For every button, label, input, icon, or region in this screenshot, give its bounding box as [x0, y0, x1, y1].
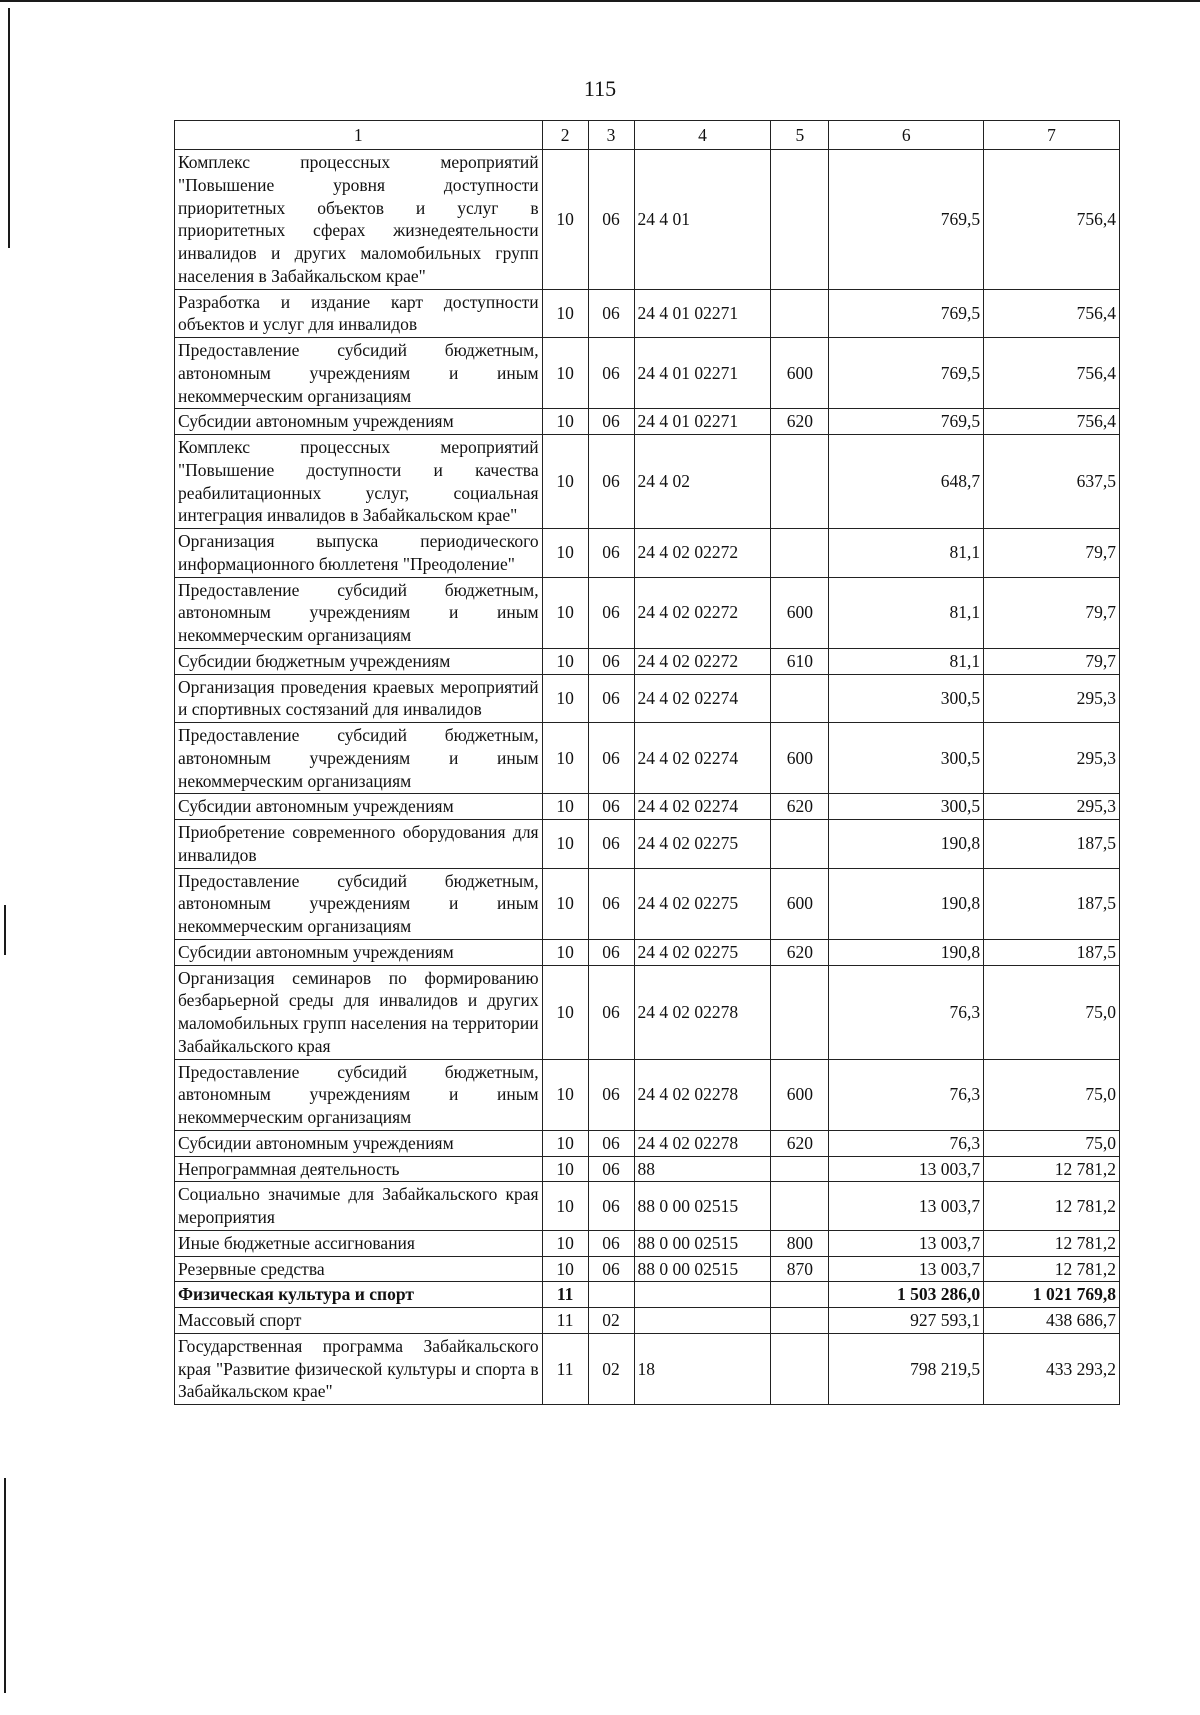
table-row [175, 868, 1120, 939]
row-amount-col6-cell: 300,5 [829, 723, 984, 794]
row-amount-col7-cell: 295,3 [984, 674, 1120, 723]
col-header-7: 7 [984, 121, 1120, 150]
row-amount-col7-cell: 756,4 [984, 409, 1120, 435]
row-target-article-cell: 24 4 02 [634, 435, 771, 529]
row-expense-type-cell [771, 529, 829, 578]
row-amount-col6-cell: 769,5 [829, 289, 984, 338]
row-section-cell: 10 [542, 1230, 588, 1256]
row-subsection-cell: 06 [588, 965, 634, 1059]
row-subsection-cell: 06 [588, 794, 634, 820]
table-row [175, 529, 1120, 578]
row-amount-col6-cell: 300,5 [829, 674, 984, 723]
table-row [175, 1156, 1120, 1182]
row-name-cell: Предоставление субсидий бюджетным, автономным учреждениям и иным некоммерческим организациям [175, 338, 543, 409]
row-subsection-cell: 06 [588, 409, 634, 435]
row-target-article-cell: 24 4 02 02274 [634, 674, 771, 723]
row-section-cell: 10 [542, 577, 588, 648]
row-amount-col7-cell: 79,7 [984, 648, 1120, 674]
row-expense-type-cell [771, 1333, 829, 1404]
row-subsection-cell: 06 [588, 1059, 634, 1130]
row-subsection-cell: 02 [588, 1308, 634, 1334]
scan-edge-top [0, 0, 1200, 2]
row-expense-type-cell: 600 [771, 577, 829, 648]
row-amount-col6-cell: 798 219,5 [829, 1333, 984, 1404]
row-amount-col7-cell: 295,3 [984, 723, 1120, 794]
row-expense-type-cell: 620 [771, 939, 829, 965]
scan-edge-left-middle [4, 905, 6, 955]
row-amount-col6-cell: 81,1 [829, 577, 984, 648]
row-name-cell: Разработка и издание карт доступности объектов и услуг для инвалидов [175, 289, 543, 338]
row-subsection-cell: 06 [588, 1130, 634, 1156]
row-section-cell: 10 [542, 1156, 588, 1182]
row-target-article-cell: 24 4 02 02278 [634, 1130, 771, 1156]
row-amount-col7-cell: 637,5 [984, 435, 1120, 529]
row-name-cell: Предоставление субсидий бюджетным, автономным учреждениям и иным некоммерческим организациям [175, 868, 543, 939]
row-expense-type-cell: 600 [771, 723, 829, 794]
row-target-article-cell: 88 0 00 02515 [634, 1256, 771, 1282]
row-name-cell: Приобретение современного оборудования для инвалидов [175, 820, 543, 869]
table-row [175, 965, 1120, 1059]
row-amount-col6-cell: 769,5 [829, 409, 984, 435]
row-section-cell: 10 [542, 1256, 588, 1282]
row-amount-col6-cell: 81,1 [829, 529, 984, 578]
row-amount-col7-cell: 756,4 [984, 338, 1120, 409]
table-row [175, 1230, 1120, 1256]
row-expense-type-cell: 620 [771, 409, 829, 435]
row-amount-col7-cell: 12 781,2 [984, 1256, 1120, 1282]
row-expense-type-cell: 600 [771, 1059, 829, 1130]
row-amount-col6-cell: 76,3 [829, 965, 984, 1059]
row-name-cell: Субсидии автономным учреждениям [175, 1130, 543, 1156]
row-section-cell: 11 [542, 1308, 588, 1334]
row-section-cell: 10 [542, 529, 588, 578]
row-subsection-cell: 06 [588, 723, 634, 794]
row-expense-type-cell [771, 1308, 829, 1334]
row-subsection-cell: 06 [588, 939, 634, 965]
row-subsection-cell: 06 [588, 648, 634, 674]
table-row [175, 939, 1120, 965]
table-row [175, 648, 1120, 674]
table-row [175, 820, 1120, 869]
row-amount-col7-cell: 75,0 [984, 965, 1120, 1059]
row-amount-col7-cell: 433 293,2 [984, 1333, 1120, 1404]
row-subsection-cell: 06 [588, 577, 634, 648]
row-section-cell: 10 [542, 648, 588, 674]
row-amount-col7-cell: 187,5 [984, 820, 1120, 869]
row-section-cell: 10 [542, 674, 588, 723]
col-header-1: 1 [175, 121, 543, 150]
row-target-article-cell: 88 [634, 1156, 771, 1182]
row-amount-col7-cell: 295,3 [984, 794, 1120, 820]
row-amount-col7-cell: 438 686,7 [984, 1308, 1120, 1334]
row-name-cell: Предоставление субсидий бюджетным, автономным учреждениям и иным некоммерческим организациям [175, 577, 543, 648]
row-subsection-cell: 06 [588, 150, 634, 290]
row-section-cell: 10 [542, 965, 588, 1059]
row-amount-col6-cell: 300,5 [829, 794, 984, 820]
row-section-cell: 10 [542, 939, 588, 965]
row-target-article-cell: 18 [634, 1333, 771, 1404]
row-section-cell: 10 [542, 150, 588, 290]
row-amount-col7-cell: 187,5 [984, 868, 1120, 939]
row-expense-type-cell [771, 150, 829, 290]
scan-edge-left-lower [4, 1478, 6, 1693]
table-header-row [175, 121, 1120, 150]
col-header-2: 2 [542, 121, 588, 150]
row-section-cell: 10 [542, 868, 588, 939]
page-number: 115 [583, 76, 617, 101]
row-amount-col7-cell: 756,4 [984, 289, 1120, 338]
row-name-cell: Субсидии автономным учреждениям [175, 939, 543, 965]
row-amount-col7-cell: 756,4 [984, 150, 1120, 290]
row-section-cell: 10 [542, 723, 588, 794]
row-amount-col6-cell: 13 003,7 [829, 1182, 984, 1231]
row-name-cell: Организация проведения краевых мероприятий и спортивных состязаний для инвалидов [175, 674, 543, 723]
row-name-cell: Организация семинаров по формированию безбарьерной среды для инвалидов и других маломобильных групп населения на территории Забайкальского края [175, 965, 543, 1059]
row-target-article-cell: 24 4 01 02271 [634, 338, 771, 409]
row-expense-type-cell [771, 674, 829, 723]
row-subsection-cell: 06 [588, 1156, 634, 1182]
row-target-article-cell: 24 4 02 02275 [634, 868, 771, 939]
row-amount-col7-cell: 12 781,2 [984, 1182, 1120, 1231]
row-expense-type-cell: 800 [771, 1230, 829, 1256]
row-name-cell: Комплекс процессных мероприятий "Повышение уровня доступности приоритетных объектов и услуг в приоритетных сферах жизнедеятельности инвалидов и других маломобильных групп населения в Забайкальском крае" [175, 150, 543, 290]
row-target-article-cell: 24 4 01 02271 [634, 289, 771, 338]
row-amount-col6-cell: 13 003,7 [829, 1256, 984, 1282]
row-amount-col7-cell: 187,5 [984, 939, 1120, 965]
row-amount-col7-cell: 75,0 [984, 1130, 1120, 1156]
row-amount-col6-cell: 13 003,7 [829, 1230, 984, 1256]
row-name-cell: Комплекс процессных мероприятий "Повышение доступности и качества реабилитационных услуг, социальная интеграция инвалидов в Забайкальском крае" [175, 435, 543, 529]
table-row [175, 1182, 1120, 1231]
row-name-cell: Массовый спорт [175, 1308, 543, 1334]
table-row [175, 338, 1120, 409]
row-amount-col6-cell: 190,8 [829, 868, 984, 939]
col-header-5: 5 [771, 121, 829, 150]
row-expense-type-cell [771, 820, 829, 869]
row-expense-type-cell: 610 [771, 648, 829, 674]
row-section-cell: 10 [542, 820, 588, 869]
row-name-cell: Субсидии бюджетным учреждениям [175, 648, 543, 674]
row-target-article-cell: 24 4 02 02278 [634, 965, 771, 1059]
table-row [175, 435, 1120, 529]
row-name-cell: Субсидии автономным учреждениям [175, 794, 543, 820]
row-amount-col7-cell: 12 781,2 [984, 1230, 1120, 1256]
row-expense-type-cell [771, 289, 829, 338]
table-row [175, 1256, 1120, 1282]
row-subsection-cell: 06 [588, 820, 634, 869]
row-amount-col6-cell: 1 503 286,0 [829, 1282, 984, 1308]
col-header-4: 4 [634, 121, 771, 150]
row-name-cell: Предоставление субсидий бюджетным, автономным учреждениям и иным некоммерческим организациям [175, 723, 543, 794]
row-section-cell: 10 [542, 1182, 588, 1231]
table-row [175, 1282, 1120, 1308]
row-amount-col6-cell: 769,5 [829, 338, 984, 409]
row-name-cell: Физическая культура и спорт [175, 1282, 543, 1308]
row-subsection-cell: 06 [588, 529, 634, 578]
row-subsection-cell: 06 [588, 289, 634, 338]
row-expense-type-cell [771, 435, 829, 529]
row-section-cell: 10 [542, 435, 588, 529]
row-subsection-cell: 06 [588, 1256, 634, 1282]
row-target-article-cell [634, 1282, 771, 1308]
row-target-article-cell: 24 4 02 02272 [634, 577, 771, 648]
row-expense-type-cell: 870 [771, 1256, 829, 1282]
row-name-cell: Иные бюджетные ассигнования [175, 1230, 543, 1256]
row-target-article-cell: 24 4 02 02272 [634, 648, 771, 674]
row-amount-col6-cell: 76,3 [829, 1059, 984, 1130]
row-expense-type-cell [771, 965, 829, 1059]
row-amount-col6-cell: 190,8 [829, 939, 984, 965]
row-expense-type-cell [771, 1282, 829, 1308]
row-expense-type-cell: 620 [771, 1130, 829, 1156]
row-target-article-cell: 88 0 00 02515 [634, 1182, 771, 1231]
row-target-article-cell: 24 4 01 [634, 150, 771, 290]
table-row [175, 1130, 1120, 1156]
table-row [175, 794, 1120, 820]
row-subsection-cell: 06 [588, 338, 634, 409]
row-target-article-cell: 24 4 02 02275 [634, 939, 771, 965]
row-amount-col7-cell: 75,0 [984, 1059, 1120, 1130]
row-name-cell: Социально значимые для Забайкальского края мероприятия [175, 1182, 543, 1231]
row-section-cell: 10 [542, 1059, 588, 1130]
table-row [175, 674, 1120, 723]
scan-edge-left-upper [8, 8, 10, 248]
row-name-cell: Предоставление субсидий бюджетным, автономным учреждениям и иным некоммерческим организациям [175, 1059, 543, 1130]
row-section-cell: 11 [542, 1282, 588, 1308]
row-expense-type-cell: 600 [771, 868, 829, 939]
row-amount-col7-cell: 79,7 [984, 577, 1120, 648]
row-expense-type-cell [771, 1182, 829, 1231]
row-name-cell: Непрограммная деятельность [175, 1156, 543, 1182]
row-subsection-cell: 06 [588, 674, 634, 723]
row-target-article-cell: 24 4 02 02275 [634, 820, 771, 869]
row-subsection-cell: 06 [588, 435, 634, 529]
row-subsection-cell: 06 [588, 1230, 634, 1256]
row-subsection-cell: 06 [588, 1182, 634, 1231]
row-subsection-cell: 02 [588, 1333, 634, 1404]
row-target-article-cell: 24 4 02 02278 [634, 1059, 771, 1130]
row-target-article-cell: 88 0 00 02515 [634, 1230, 771, 1256]
row-section-cell: 10 [542, 409, 588, 435]
row-amount-col6-cell: 927 593,1 [829, 1308, 984, 1334]
table-row [175, 409, 1120, 435]
row-section-cell: 11 [542, 1333, 588, 1404]
table-row [175, 1333, 1120, 1404]
row-amount-col6-cell: 769,5 [829, 150, 984, 290]
budget-table [174, 120, 1120, 1405]
row-amount-col6-cell: 190,8 [829, 820, 984, 869]
row-expense-type-cell: 620 [771, 794, 829, 820]
table-row [175, 289, 1120, 338]
row-target-article-cell: 24 4 02 02272 [634, 529, 771, 578]
table-row [175, 1308, 1120, 1334]
row-section-cell: 10 [542, 338, 588, 409]
row-expense-type-cell: 600 [771, 338, 829, 409]
row-subsection-cell [588, 1282, 634, 1308]
row-section-cell: 10 [542, 794, 588, 820]
row-target-article-cell: 24 4 02 02274 [634, 723, 771, 794]
row-target-article-cell [634, 1308, 771, 1334]
row-amount-col6-cell: 13 003,7 [829, 1156, 984, 1182]
row-amount-col7-cell: 1 021 769,8 [984, 1282, 1120, 1308]
row-name-cell: Государственная программа Забайкальского края "Развитие физической культуры и спорта в Забайкальском крае" [175, 1333, 543, 1404]
row-amount-col7-cell: 79,7 [984, 529, 1120, 578]
table-body [175, 150, 1120, 1405]
row-target-article-cell: 24 4 01 02271 [634, 409, 771, 435]
row-target-article-cell: 24 4 02 02274 [634, 794, 771, 820]
row-subsection-cell: 06 [588, 868, 634, 939]
col-header-6: 6 [829, 121, 984, 150]
row-amount-col7-cell: 12 781,2 [984, 1156, 1120, 1182]
col-header-3: 3 [588, 121, 634, 150]
row-amount-col6-cell: 81,1 [829, 648, 984, 674]
row-expense-type-cell [771, 1156, 829, 1182]
row-section-cell: 10 [542, 1130, 588, 1156]
table-row [175, 577, 1120, 648]
row-section-cell: 10 [542, 289, 588, 338]
row-amount-col6-cell: 648,7 [829, 435, 984, 529]
row-name-cell: Субсидии автономным учреждениям [175, 409, 543, 435]
table-row [175, 150, 1120, 290]
table-row [175, 1059, 1120, 1130]
table-row [175, 723, 1120, 794]
row-name-cell: Организация выпуска периодического информационного бюллетеня "Преодоление" [175, 529, 543, 578]
row-name-cell: Резервные средства [175, 1256, 543, 1282]
row-amount-col6-cell: 76,3 [829, 1130, 984, 1156]
